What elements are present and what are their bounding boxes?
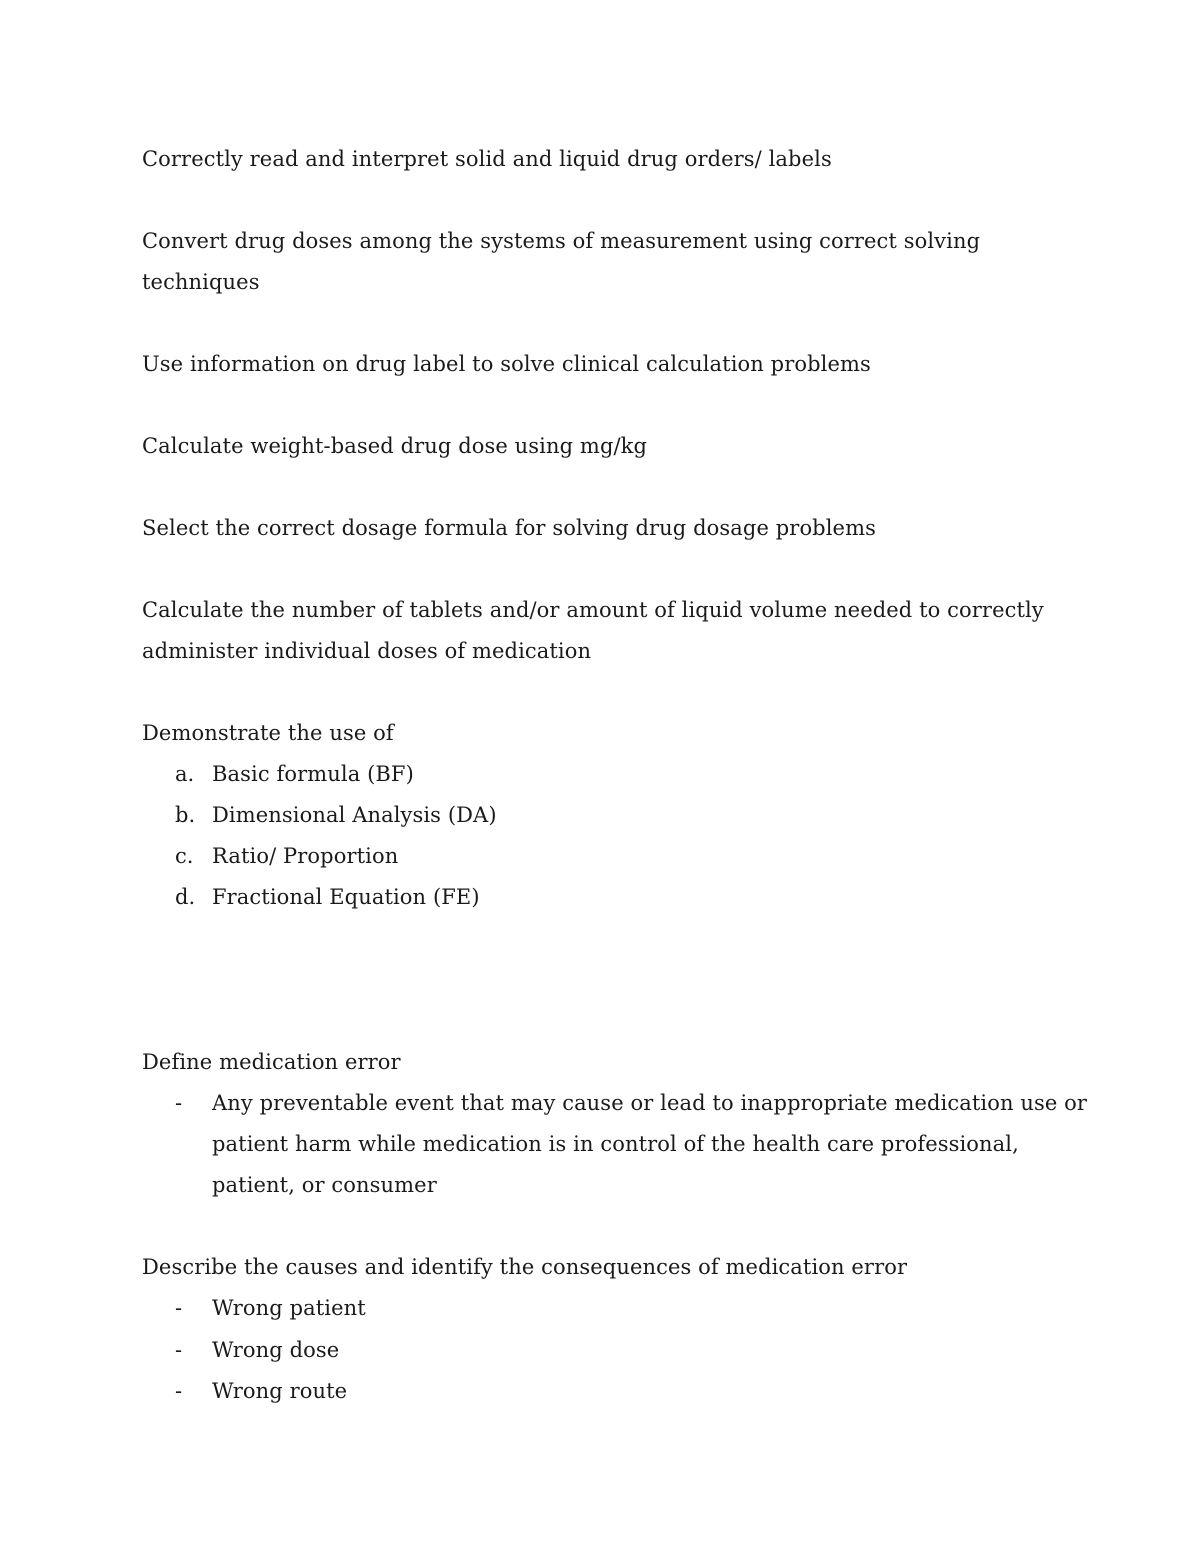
objective-demonstrate: Demonstrate the use of: [142, 721, 394, 745]
list-marker: -: [175, 1091, 183, 1115]
objective-dosage-formula: Select the correct dosage formula for solving drug dosage problems: [142, 516, 876, 540]
list-marker: -: [175, 1296, 183, 1320]
causes-heading: Describe the causes and identify the consequences of medication error: [142, 1255, 908, 1279]
definition-line: patient, or consumer: [212, 1173, 437, 1197]
objective-tablets-volume-line-1: Calculate the number of tablets and/or amount of liquid volume needed to correctly: [142, 598, 1044, 622]
list-marker: c.: [175, 844, 194, 868]
list-item: Ratio/ Proportion: [212, 844, 399, 868]
definition-line: patient harm while medication is in control of the health care professional,: [212, 1132, 1019, 1156]
objective-convert-doses-line-1: Convert drug doses among the systems of measurement using correct solving: [142, 229, 981, 253]
list-marker: -: [175, 1338, 183, 1362]
list-item: Wrong dose: [212, 1338, 340, 1362]
objective-drug-label: Use information on drug label to solve clinical calculation problems: [142, 352, 871, 376]
definition-line: Any preventable event that may cause or lead to inappropriate medication use or: [212, 1091, 1088, 1115]
list-marker: a.: [175, 762, 195, 786]
objective-tablets-volume-line-2: administer individual doses of medication: [142, 639, 592, 663]
objective-convert-doses-line-2: techniques: [142, 270, 260, 294]
list-marker: d.: [175, 885, 196, 909]
list-item: Fractional Equation (FE): [212, 885, 480, 909]
list-item: Wrong patient: [212, 1296, 366, 1320]
list-marker: b.: [175, 803, 196, 827]
list-item: Basic formula (BF): [212, 762, 414, 786]
define-medication-error-heading: Define medication error: [142, 1050, 401, 1074]
list-marker: -: [175, 1379, 183, 1403]
objective-read-interpret: Correctly read and interpret solid and liquid drug orders/ labels: [142, 147, 832, 171]
objective-weight-based: Calculate weight-based drug dose using mg/kg: [142, 434, 648, 458]
list-item: Wrong route: [212, 1379, 348, 1403]
list-item: Dimensional Analysis (DA): [212, 803, 497, 827]
